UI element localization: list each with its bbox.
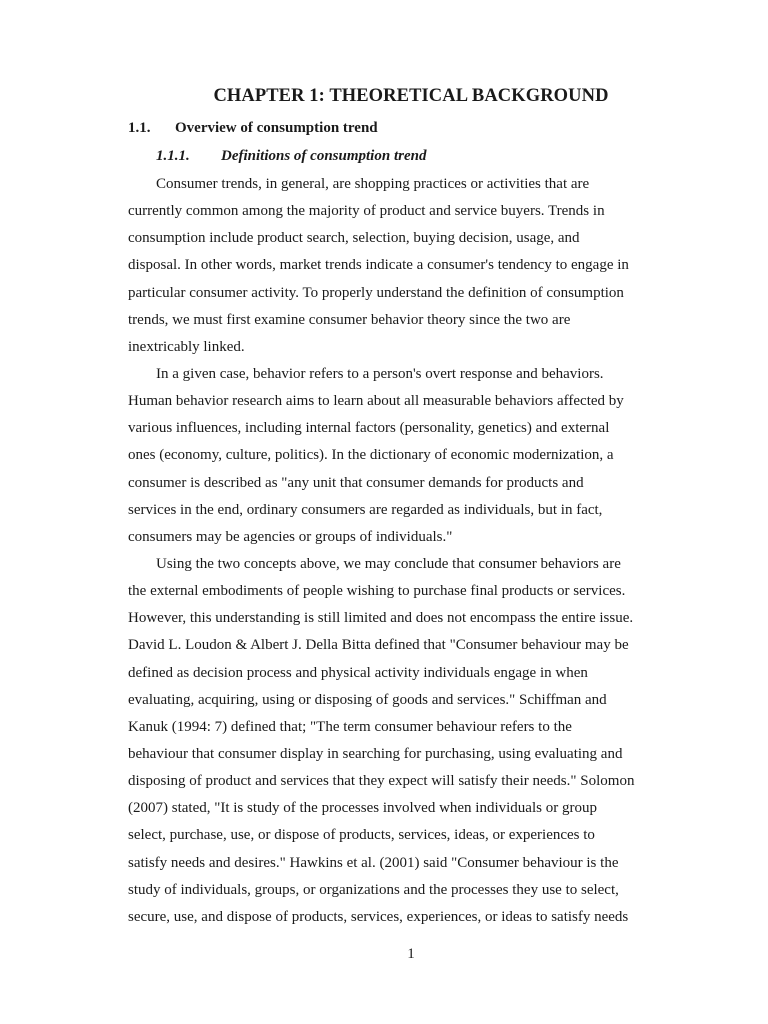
subsection-number: 1.1.1. xyxy=(156,148,190,164)
subsection-heading xyxy=(156,148,426,165)
section-heading xyxy=(128,120,378,137)
text-line: satisfy needs and desires." Hawkins et al. (2001) said "Consumer behaviour is the xyxy=(128,854,619,871)
text-line: trends, we must first examine consumer behavior theory since the two are xyxy=(128,311,571,328)
text-line: However, this understanding is still limited and does not encompass the entire issue. xyxy=(128,610,634,627)
text-line: various influences, including internal factors (personality, genetics) and external xyxy=(128,420,610,437)
text-line: behaviour that consumer display in searching for purchasing, using evaluating and xyxy=(128,745,623,762)
text-line: disposal. In other words, market trends indicate a consumer's tendency to engage in xyxy=(128,257,629,274)
section-number: 1.1. xyxy=(128,120,151,136)
text-line: disposing of product and services that they expect will satisfy their needs." Solomon xyxy=(128,773,635,790)
text-line: the external embodiments of people wishing to purchase final products or services. xyxy=(128,583,626,600)
text-line: services in the end, ordinary consumers are regarded as individuals, but in fact, xyxy=(128,501,603,518)
text-line: evaluating, acquiring, using or disposing of goods and services." Schiffman and xyxy=(128,691,607,708)
text-line: study of individuals, groups, or organizations and the processes they use to select, xyxy=(128,881,619,898)
text-line: (2007) stated, "It is study of the processes involved when individuals or group xyxy=(128,800,597,817)
text-line: consumption include product search, selection, buying decision, usage, and xyxy=(128,230,580,247)
text-line: secure, use, and dispose of products, services, experiences, or ideas to satisfy needs xyxy=(128,908,629,925)
text-line: select, purchase, use, or dispose of products, services, ideas, or experiences to xyxy=(128,827,595,844)
text-line: inextricably linked. xyxy=(128,338,245,355)
body-text xyxy=(128,171,693,931)
text-line: currently common among the majority of product and service buyers. Trends in xyxy=(128,203,605,220)
text-line: Kanuk (1994: 7) defined that; "The term consumer behaviour refers to the xyxy=(128,718,572,735)
text-line: ones (economy, culture, politics). In the dictionary of economic modernization, a xyxy=(128,447,614,464)
text-line: David L. Loudon & Albert J. Della Bitta defined that "Consumer behaviour may be xyxy=(128,637,629,654)
chapter-title: CHAPTER 1: THEORETICAL BACKGROUND xyxy=(213,86,609,106)
subsection-title: Definitions of consumption trend xyxy=(221,148,427,164)
page-number: 1 xyxy=(407,946,415,962)
text-line: Human behavior research aims to learn about all measurable behaviors affected by xyxy=(128,393,624,410)
text-line: particular consumer activity. To properly understand the definition of consumption xyxy=(128,284,624,301)
text-line: Using the two concepts above, we may conclude that consumer behaviors are xyxy=(156,555,621,572)
text-line: In a given case, behavior refers to a person's overt response and behaviors. xyxy=(156,365,604,382)
section-title: Overview of consumption trend xyxy=(175,120,378,136)
text-line: defined as decision process and physical activity individuals engage in when xyxy=(128,664,588,681)
text-line: Consumer trends, in general, are shopping practices or activities that are xyxy=(156,176,590,192)
text-line: consumers may be agencies or groups of individuals." xyxy=(128,528,453,545)
text-line: consumer is described as "any unit that consumer demands for products and xyxy=(128,474,584,491)
